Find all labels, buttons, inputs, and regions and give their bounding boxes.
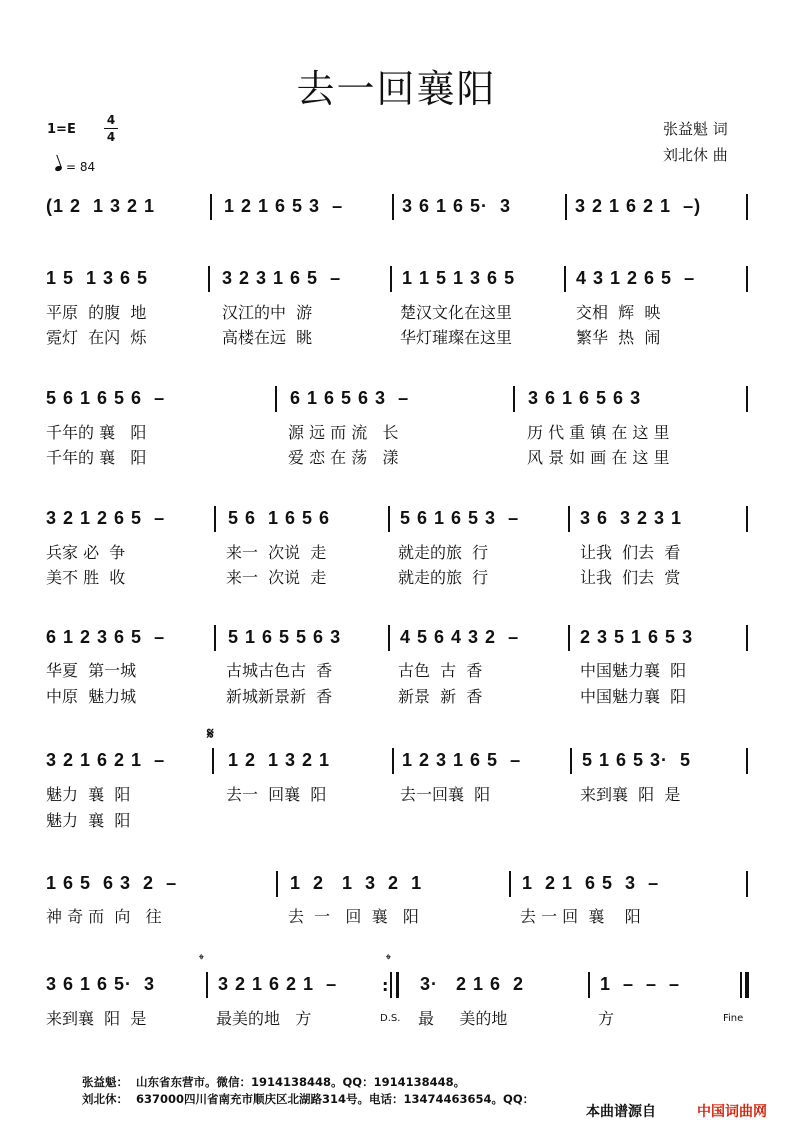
measure: 3 6 3 2 3 1 (580, 508, 683, 528)
measure: 6 1 6 5 6 3 – (290, 388, 410, 408)
lyric-line-2: 中原 魅力城 (46, 687, 137, 706)
barline (388, 506, 390, 532)
barline (746, 386, 748, 412)
site-watermark[interactable]: 中国词曲网 (697, 1104, 767, 1120)
barline (513, 386, 515, 412)
barline (214, 625, 216, 651)
barline (275, 386, 277, 412)
barline (746, 748, 748, 774)
barline (206, 972, 208, 998)
lyric-line-1: 去一回襄 阳 (400, 785, 491, 804)
lyric-line-2: 千年的 襄 阳 (46, 448, 147, 467)
lyric-line-1: 让我 们去 看 (580, 543, 681, 562)
lyric-line-1: 兵家 必 争 (46, 543, 126, 562)
barline (746, 194, 748, 220)
lyric-line-1: 古城古色古 香 (226, 661, 333, 680)
tempo-value: = 84 (66, 160, 96, 174)
lyric-line-1: 去 一 回 襄 阳 (288, 907, 419, 926)
measure: 5 1 6 5 3· 5 (582, 750, 692, 770)
barline (390, 972, 392, 998)
page-title: 去一回襄阳 (296, 67, 497, 111)
quarter-note-icon (54, 165, 62, 172)
final-barline (745, 972, 749, 998)
barline (392, 748, 394, 774)
measure: 1 1 5 1 3 6 5 (402, 268, 516, 288)
measure: 5 6 1 6 5 6 – (46, 388, 166, 408)
lyric-line-2: 美不 胜 收 (46, 568, 126, 587)
barline (396, 972, 399, 998)
barline (276, 871, 278, 897)
barline (388, 625, 390, 651)
source-label: 本曲谱源自 (586, 1104, 656, 1120)
segno-sign: 𝄋 (207, 724, 214, 743)
lyric-line-1: 魅力 襄 阳 (46, 785, 131, 804)
measure: 6 1 2 3 6 5 – (46, 627, 166, 647)
measure: 3· 2 1 6 2 (420, 974, 525, 994)
ds-marking: D.S. (380, 1013, 401, 1024)
barline (588, 972, 590, 998)
measure: 5 6 1 6 5 6 (228, 508, 331, 528)
lyric-line-2: 就走的旅 行 (398, 568, 489, 587)
barline (564, 266, 566, 292)
lyric-line-1: 最美的地 方 (216, 1009, 312, 1028)
measure: 3 2 3 1 6 5 – (222, 268, 342, 288)
lyric-line-1: 最 美的地 (418, 1009, 508, 1028)
barline (746, 266, 748, 292)
lyric-line-2: 来一 次说 走 (226, 568, 327, 587)
repeat-dots: : (382, 976, 389, 995)
lyricist-credit: 张益魁 词 (663, 120, 728, 138)
time-signature-top: 4 (106, 113, 116, 127)
measure: 4 5 6 4 3 2 – (400, 627, 520, 647)
lyric-line-2: 新景 新 香 (398, 687, 483, 706)
lyric-line-1: 来到襄 阳 是 (46, 1009, 147, 1028)
lyric-line-1: 神 奇 而 向 往 (46, 907, 162, 926)
measure: 3 2 1 2 6 5 – (46, 508, 166, 528)
barline (565, 194, 567, 220)
measure: 1 2 1 3 2 1 (290, 873, 423, 893)
time-signature-bottom: 4 (106, 130, 116, 144)
measure: 5 6 1 6 5 3 – (400, 508, 520, 528)
lyric-line-1: 交相 辉 映 (576, 303, 661, 322)
barline (210, 194, 212, 220)
measure: 1 2 1 3 2 1 (228, 750, 331, 770)
measure: 4 3 1 2 6 5 – (576, 268, 696, 288)
barline (746, 871, 748, 897)
measure: 2 3 5 1 6 5 3 (580, 627, 694, 647)
lyric-line-2: 中国魅力襄 阳 (580, 687, 687, 706)
barline (568, 625, 570, 651)
barline (509, 871, 511, 897)
lyric-line-2: 爱 恋 在 荡 漾 (288, 448, 399, 467)
lyric-line-2: 繁华 热 闹 (576, 328, 661, 347)
lyric-line-1: 来一 次说 走 (226, 543, 327, 562)
intro-measure-1: (1 2 1 3 2 1 (46, 196, 156, 216)
intro-measure-3: 3 6 1 6 5· 3 (402, 196, 512, 216)
lyric-line-2: 让我 们去 赏 (580, 568, 681, 587)
lyric-line-1: 楚汉文化在这里 (400, 303, 513, 322)
barline (208, 266, 210, 292)
measure: 1 – – – (600, 974, 681, 994)
lyric-line-1: 千年的 襄 阳 (46, 423, 147, 442)
lyric-line-2: 华灯璀璨在这里 (400, 328, 513, 347)
key-signature: 1=E (47, 122, 76, 137)
measure: 3 6 1 6 5 6 3 (528, 388, 642, 408)
barline (746, 625, 748, 651)
lyric-line-2: 新城新景新 香 (226, 687, 333, 706)
lyric-line-2: 风 景 如 画 在 这 里 (527, 448, 670, 467)
measure: 5 1 6 5 5 6 3 (228, 627, 342, 647)
barline (746, 506, 748, 532)
coda-sign: 𝄌 (386, 952, 391, 968)
lyric-line-1: 古色 古 香 (398, 661, 483, 680)
lyric-line-1: 来到襄 阳 是 (580, 785, 681, 804)
measure: 1 5 1 3 6 5 (46, 268, 149, 288)
barline (214, 506, 216, 532)
lyric-line-1: 就走的旅 行 (398, 543, 489, 562)
measure: 1 2 3 1 6 5 – (402, 750, 522, 770)
lyric-line-1: 华夏 第一城 (46, 661, 137, 680)
intro-measure-2: 1 2 1 6 5 3 – (224, 196, 344, 216)
lyric-line-1: 平原 的腹 地 (46, 303, 147, 322)
lyric-line-1: 方 (598, 1009, 615, 1028)
time-signature (104, 113, 118, 144)
barline (390, 266, 392, 292)
measure: 1 6 5 6 3 2 – (46, 873, 178, 893)
measure: 3 6 1 6 5· 3 (46, 974, 156, 994)
lyric-line-1: 去一 回襄 阳 (226, 785, 327, 804)
coda-sign: 𝄌 (199, 952, 204, 968)
composer-contact: 刘北休： 637000四川省南充市顺庆区北湖路314号。电话：13474463654。QQ： (82, 1092, 535, 1106)
measure: 3 2 1 6 2 1 – (218, 974, 338, 994)
time-signature-divider (104, 128, 118, 129)
measure: 1 2 1 6 5 3 – (522, 873, 660, 893)
composer-credit: 刘北休 曲 (663, 146, 728, 164)
barline (740, 972, 742, 998)
barline (570, 748, 572, 774)
barline (568, 506, 570, 532)
lyric-line-2: 高楼在远 眺 (222, 328, 313, 347)
barline (392, 194, 394, 220)
fine-marking: Fine (723, 1013, 744, 1024)
lyric-line-1: 汉江的中 游 (222, 303, 313, 322)
lyric-line-1: 历 代 重 镇 在 这 里 (527, 423, 670, 442)
tempo-marking (55, 160, 95, 174)
lyricist-contact: 张益魁： 山东省东营市。微信：1914138448。QQ：1914138448。 (82, 1075, 466, 1089)
lyric-line-1: 源 远 而 流 长 (288, 423, 399, 442)
lyric-line-2: 魅力 襄 阳 (46, 811, 131, 830)
lyric-line-2: 霓灯 在闪 烁 (46, 328, 147, 347)
intro-measure-4: 3 2 1 6 2 1 –) (575, 196, 702, 216)
lyric-line-1: 中国魅力襄 阳 (580, 661, 687, 680)
lyric-line-1: 去 一 回 襄 阳 (520, 907, 641, 926)
measure: 3 2 1 6 2 1 – (46, 750, 166, 770)
barline (212, 748, 214, 774)
